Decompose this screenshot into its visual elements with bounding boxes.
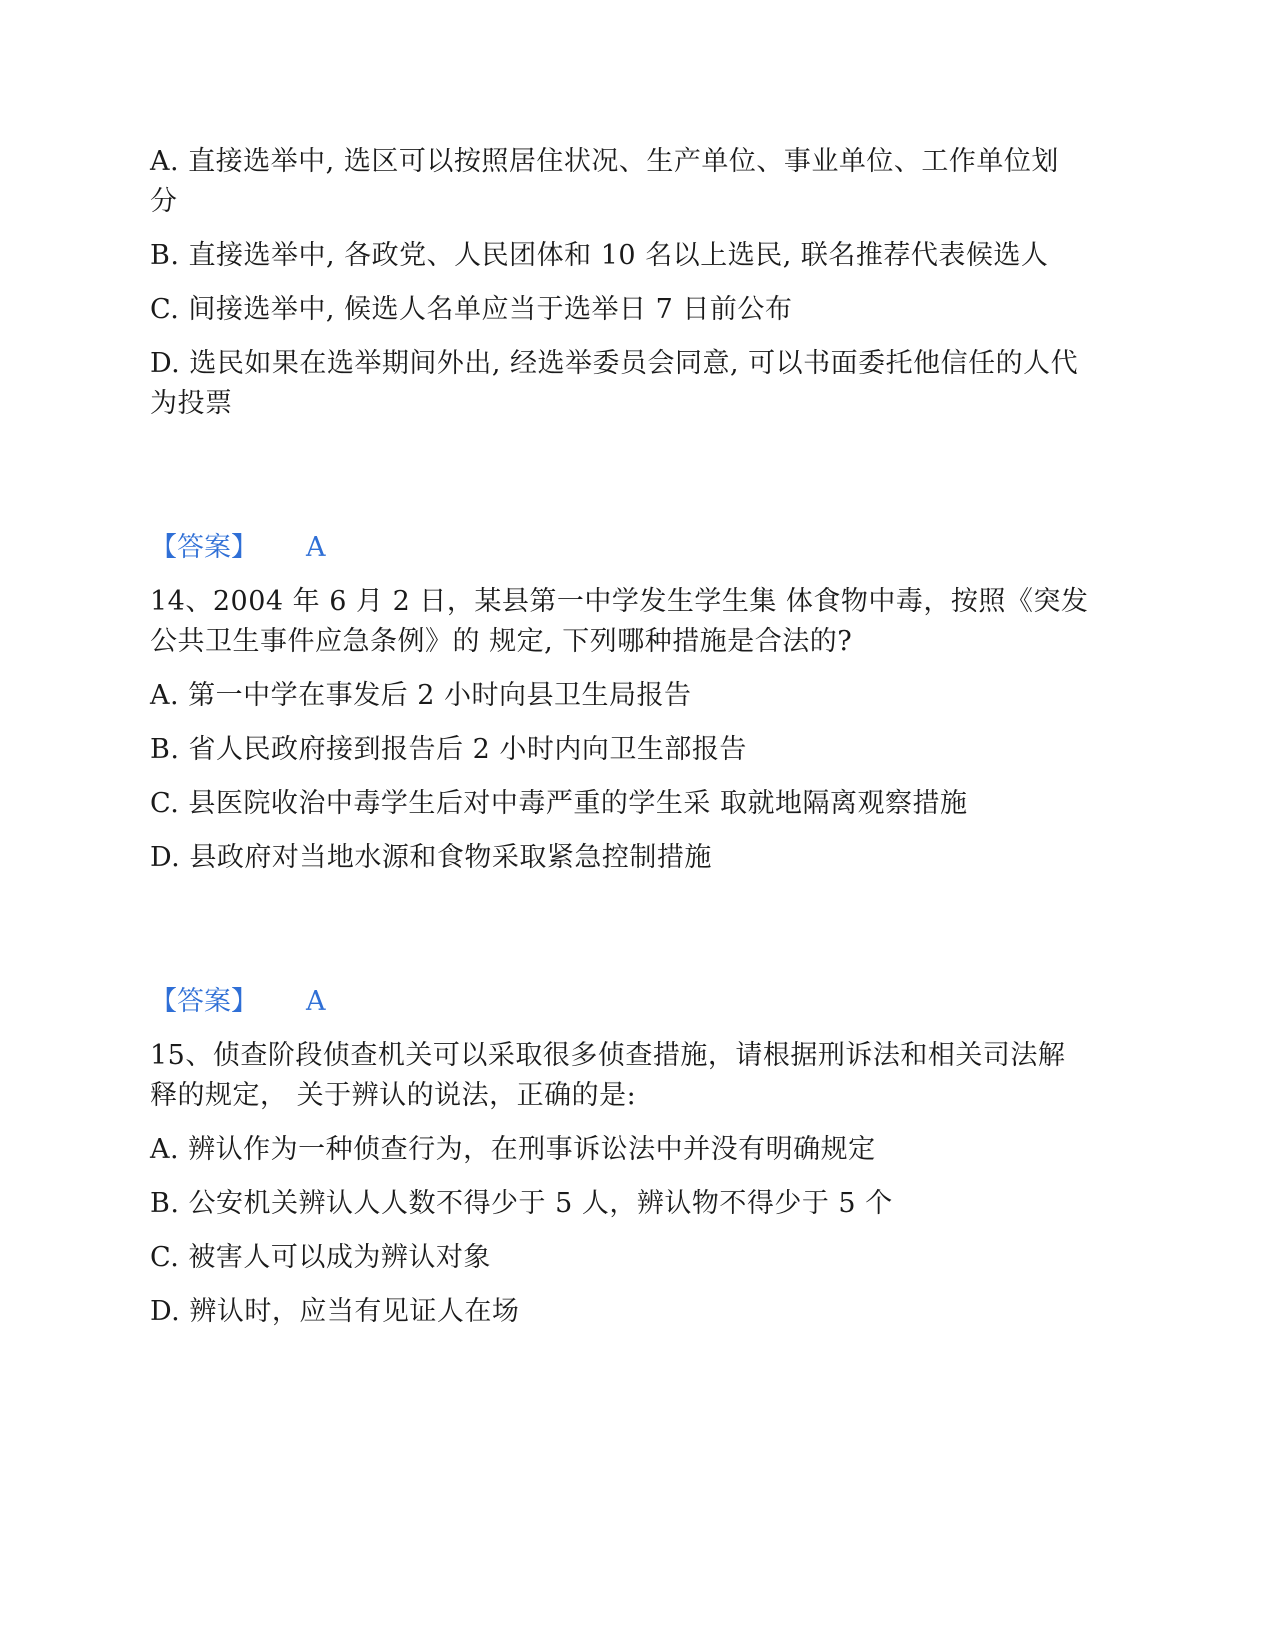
q14-option-d: D. 县政府对当地水源和食物采取紧急控制措施 <box>150 842 712 873</box>
q15-question-line1: 15、侦查阶段侦查机关可以采取很多侦查措施，请根据刑诉法和相关司法解 <box>150 1040 1066 1071</box>
q13-option-d-line1: D. 选民如果在选举期间外出, 经选举委员会同意, 可以书面委托他信任的人代 <box>150 348 1079 379</box>
q14-option-c: C. 县医院收治中毒学生后对中毒严重的学生采 取就地隔离观察措施 <box>150 788 968 819</box>
q15-option-d: D. 辨认时，应当有见证人在场 <box>150 1296 520 1327</box>
answer-tag: 【答案】 <box>150 986 258 1017</box>
q15-option-a: A. 辨认作为一种侦查行为，在刑事诉讼法中并没有明确规定 <box>150 1134 876 1165</box>
q14-question-line2: 公共卫生事件应急条例》的 规定, 下列哪种措施是合法的? <box>150 626 853 657</box>
q14-answer <box>150 986 326 1018</box>
q13-option-d-line2: 为投票 <box>150 388 233 419</box>
q13-option-a-line2: 分 <box>150 186 178 217</box>
q14-option-a: A. 第一中学在事发后 2 小时向县卫生局报告 <box>150 680 692 711</box>
answer-value: A <box>306 986 326 1017</box>
q13-answer <box>150 532 326 564</box>
answer-value: A <box>306 532 326 563</box>
q14-question-line1: 14、2004 年 6 月 2 日，某县第一中学发生学生集 体食物中毒，按照《突发 <box>150 586 1089 617</box>
q15-option-c: C. 被害人可以成为辨认对象 <box>150 1242 491 1273</box>
q14-option-b: B. 省人民政府接到报告后 2 小时内向卫生部报告 <box>150 734 747 765</box>
q15-option-b: B. 公安机关辨认人人数不得少于 5 人，辨认物不得少于 5 个 <box>150 1188 893 1219</box>
q15-question-line2: 释的规定， 关于辨认的说法，正确的是: <box>150 1080 637 1111</box>
q13-option-c: C. 间接选举中, 候选人名单应当于选举日 7 日前公布 <box>150 294 793 325</box>
answer-tag: 【答案】 <box>150 532 258 563</box>
q13-option-a-line1: A. 直接选举中, 选区可以按照居住状况、生产单位、事业单位、工作单位划 <box>150 146 1059 177</box>
q13-option-b: B. 直接选举中, 各政党、人民团体和 10 名以上选民, 联名推荐代表候选人 <box>150 240 1049 271</box>
